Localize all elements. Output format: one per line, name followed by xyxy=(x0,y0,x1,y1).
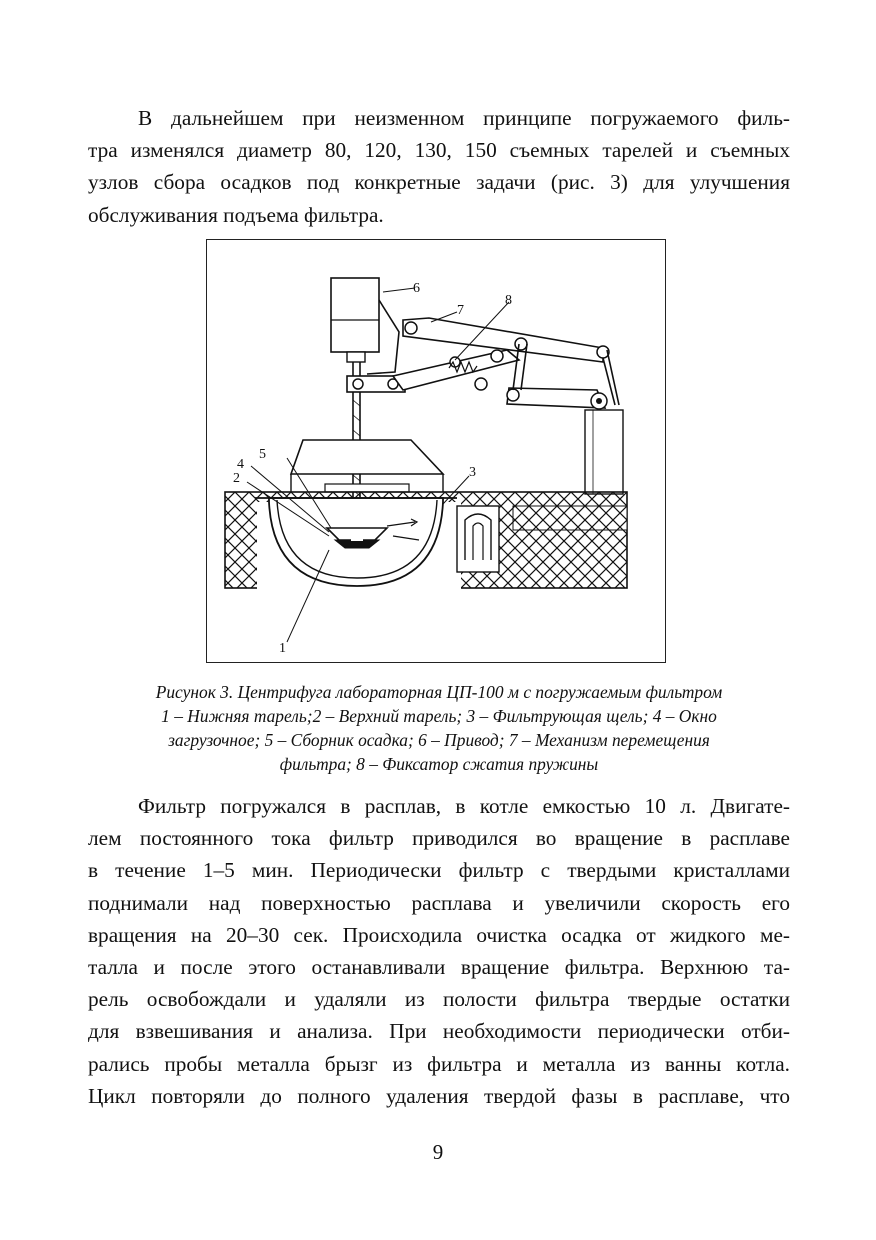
centrifuge-diagram xyxy=(207,240,665,662)
text-line: поднимали над поверхностью расплава и увеличили скорость его xyxy=(88,890,790,915)
label-3: 3 xyxy=(469,465,476,480)
text-line: Цикл повторяли до полного удаления твердой фазы в расплаве, что xyxy=(88,1083,790,1108)
paragraph-intro xyxy=(88,102,790,231)
text-line: вращения на 20–30 сек. Происходила очистка осадка от жидкого ме- xyxy=(88,922,790,947)
caption-line: фильтра; 8 – Фиксатор сжатия пружины xyxy=(279,754,599,774)
text-line: в течение 1–5 мин. Периодически фильтр с твердыми кристаллами xyxy=(88,858,790,883)
label-8: 8 xyxy=(505,293,512,308)
caption-line: 1 – Нижняя тарель;2 – Верхний тарель; 3 – Фильтрующая щель; 4 – Окно xyxy=(161,706,717,726)
drive-motor xyxy=(331,278,379,362)
label-7: 7 xyxy=(457,303,464,318)
text-line: талла и после этого останавливали вращение фильтра. Верхнюю та- xyxy=(88,955,790,980)
caption-line: Рисунок 3. Центрифуга лабораторная ЦП-100 м с погружаемым фильтром xyxy=(155,682,723,702)
text-line: рались пробы металла брызг из фильтра и металла из ванны котла. xyxy=(88,1051,790,1076)
text-line: обслуживания подъема фильтра. xyxy=(88,202,384,227)
text-line: тра изменялся диаметр 80, 120, 130, 150 съемных тарелей и съемных xyxy=(88,138,790,163)
linkage-mechanism xyxy=(393,318,619,409)
label-2: 2 xyxy=(233,471,240,486)
caption-line: загрузочное; 5 – Сборник осадка; 6 – Привод; 7 – Механизм перемещения xyxy=(168,730,710,750)
label-1: 1 xyxy=(279,641,286,656)
label-6: 6 xyxy=(413,281,420,296)
label-5: 5 xyxy=(259,447,266,462)
figure-caption xyxy=(88,680,790,776)
sediment-collector xyxy=(291,440,443,492)
page-number: 9 xyxy=(432,1140,444,1164)
text-line: узлов сбора осадков под конкретные задачи (рис. 3) для улучшения xyxy=(88,170,790,195)
text-line: лем постоянного тока фильтр приводился во вращение в расплаве xyxy=(88,826,790,851)
figure-centrifuge xyxy=(206,239,666,663)
text-line: для взвешивания и анализа. При необходимости периодически отби- xyxy=(88,1019,790,1044)
text-line: В дальнейшем при неизменном принципе погружаемого филь- xyxy=(138,106,790,130)
text-line: рель освобождали и удаляли из полости фильтра твердые остатки xyxy=(88,987,790,1012)
paragraph-process xyxy=(88,790,790,1112)
text-line: Фильтр погружался в расплав, в котле емкостью 10 л. Двигате- xyxy=(138,794,790,818)
label-4: 4 xyxy=(237,457,244,472)
